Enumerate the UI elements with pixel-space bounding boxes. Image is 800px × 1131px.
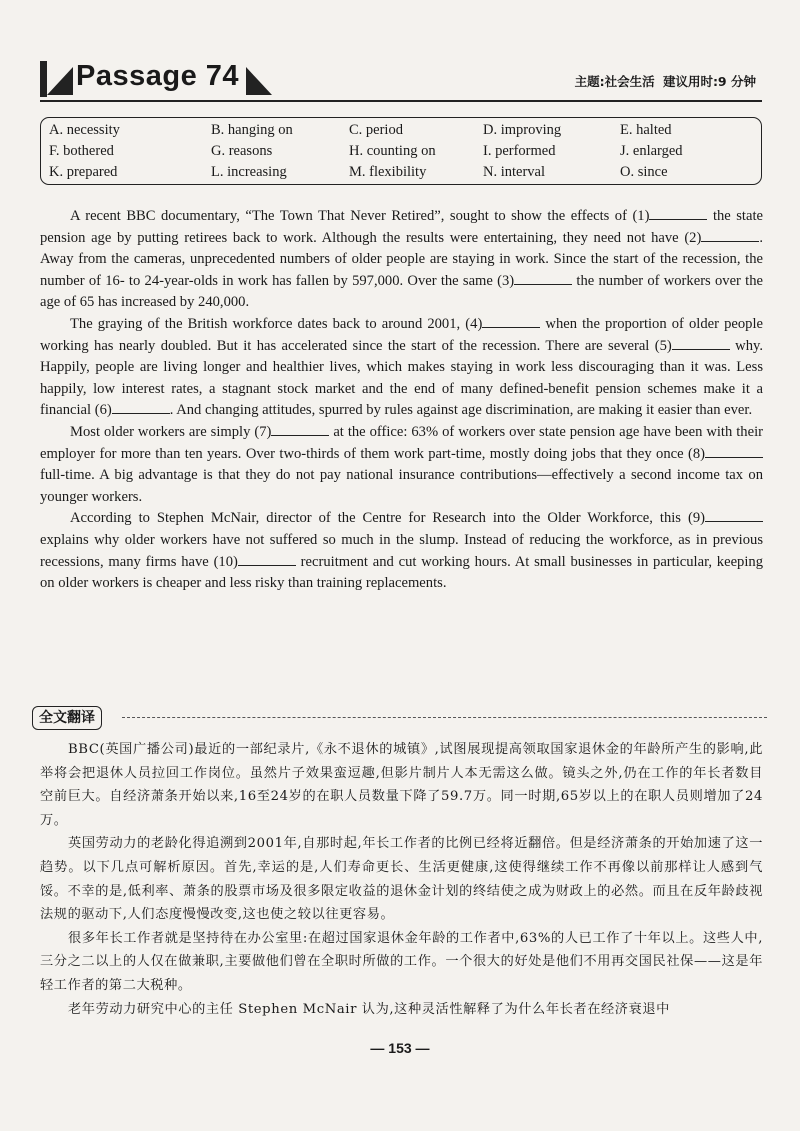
word-bank — [40, 117, 762, 185]
blank-line — [705, 445, 763, 458]
blank-number: (5) — [654, 337, 672, 354]
translation-header — [32, 706, 767, 730]
text-run: recruitment and cut working hours. At small businesses in particular, keeping on older workers is cheaper and less risky than training replacements. — [40, 553, 763, 592]
text-run: explains why older workers have not suffered so much in the slump. Instead of reducing the workforce, as in previous recessions, many firms have — [40, 531, 763, 570]
text-run: the number of workers over the age of 65 has increased by 240,000. — [40, 272, 763, 311]
word-option: M. flexibility — [349, 164, 427, 180]
blank-number: (2) — [684, 229, 702, 246]
word-option: I. performed — [483, 143, 556, 159]
blank-number: (8) — [687, 445, 705, 462]
word-option: F. bothered — [49, 143, 114, 159]
text-run: full-time. A big advantage is that they do not pay national insurance contributions—effectively a second income tax on younger workers. — [40, 467, 763, 505]
word-option: B. hanging on — [211, 122, 293, 138]
blank-line — [112, 401, 170, 414]
translation-paragraph: BBC(英国广播公司)最近的一部纪录片,《永不退休的城镇》,试图展现提高领取国家退休金的年龄所产生的影响,此举将会把退休人员拉回工作岗位。虽然片子效果蛮逗趣,但影片制片人本无需这么做。镜头之外,仍在工作的年长者数目空前巨大。自经济萧条开始以来,16至24岁的在职人员数量下降了59.7万。同一时期,65岁以上的在职人员则增加了24万。 — [40, 742, 763, 828]
blank-number: (9) — [687, 510, 705, 527]
blank-number: (1) — [632, 208, 650, 224]
translation-paragraph: 英国劳动力的老龄化得追溯到2001年,自那时起,年长工作者的比例已经将近翻倍。但是经济萧条的开始加速了这一趋势。以下几点可解析原因。首先,幸运的是,人们寿命更长、生活更健康,这使得继续工作不再像以前那样让人感到气馁。不幸的是,低利率、萧条的股票市场及很多限定收益的退休金计划的终结使之成为财政上的必然。而且在反年龄歧视法规的驱动下,人们态度慢慢改变,这也使之较以往更容易。 — [40, 836, 763, 923]
passage-title: Passage 74 — [76, 60, 240, 92]
text-run: . And changing attitudes, spurred by rules against age discrimination, are making it easier than ever. — [169, 402, 753, 419]
word-option: J. enlarged — [620, 143, 683, 159]
text-run: Most older workers are simply — [70, 423, 255, 440]
blank-number: (10) — [213, 553, 238, 570]
blank-line — [514, 272, 572, 285]
text-run: the state pension age by putting retirees back to work. Although the results were entertaining, they need not have — [40, 208, 763, 246]
blank-number: (3) — [497, 272, 515, 289]
translation-paragraph: 老年劳动力研究中心的主任 Stephen McNair 认为,这种灵活性解释了为什么年长者在经济衰退中 — [68, 1001, 670, 1017]
word-option: G. reasons — [211, 143, 273, 159]
word-option: D. improving — [483, 122, 562, 138]
passage-header — [40, 58, 762, 102]
blank-line — [705, 509, 763, 522]
blank-number: (6) — [94, 402, 112, 419]
text-run: A recent BBC documentary, “The Town That Never Retired”, sought to show the effects of — [70, 208, 633, 224]
topic-label: 主题:社会生活 — [574, 74, 655, 89]
passage-paragraph — [40, 206, 763, 314]
text-run: . Away from the cameras, unprecedented numbers of older people are staying in work. Since the start of the recession, the number of 16- to 24-year-olds in work has fallen by 597,000. Over the same — [40, 229, 763, 289]
blank-line — [482, 315, 540, 328]
passage-paragraph — [40, 314, 763, 422]
word-option: O. since — [620, 164, 668, 180]
translation-body — [40, 738, 763, 1021]
word-option: N. interval — [483, 164, 546, 180]
translation-paragraph: 很多年长工作者就是坚持待在办公室里:在超过国家退休金年龄的工作者中,63%的人已工作了十年以上。这些人中,三分之二以上的人仅在做兼职,主要做他们曾在全职时所做的工作。一个很大的好处是他们不用再交国民社保——这是年轻工作者的第二大税种。 — [40, 930, 763, 993]
dashed-divider — [122, 717, 767, 718]
text-run: at the office: 63% of workers over state pension age have been with their employer for more than ten years. Over two-thirds of them work part-time, mostly doing jobs that they once — [40, 423, 763, 462]
page-number: — 153 — — [370, 1040, 430, 1056]
blank-line — [238, 553, 296, 566]
translation-heading: 全文翻译 — [32, 706, 102, 730]
blank-number: (7) — [254, 423, 272, 440]
time-label: 建议用时:9 分钟 — [662, 74, 756, 89]
text-run: when the proportion of older people working has nearly doubled. But it has accelerated since the start of the recession. There are several — [40, 315, 763, 354]
passage-paragraph — [40, 422, 763, 508]
blank-line — [701, 229, 759, 242]
text-run: According to Stephen McNair, director of the Centre for Research into the Older Workforce, this — [70, 510, 688, 527]
blank-line — [672, 337, 730, 350]
word-option: C. period — [349, 122, 403, 138]
word-option: A. necessity — [49, 122, 120, 138]
triangle-right-icon — [246, 67, 272, 95]
word-option: L. increasing — [211, 164, 287, 180]
word-option: E. halted — [620, 122, 672, 138]
passage-paragraph — [40, 508, 763, 594]
passage-body — [40, 206, 763, 595]
triangle-left-icon — [47, 67, 73, 95]
passage-meta — [571, 72, 756, 90]
blank-line — [271, 423, 329, 436]
text-run: why. Happily, people are living longer and healthier lives, which makes staying in work less discouraging than it was. Less happily, low interest rates, a stagnant stock market and the end of many defined-benefit pension schemes make it a financial — [40, 337, 763, 419]
text-run: The graying of the British workforce dates back to around 2001, — [70, 315, 466, 332]
header-bar — [40, 61, 47, 97]
blank-line — [649, 207, 707, 220]
word-option: H. counting on — [349, 143, 436, 159]
word-option: K. prepared — [49, 164, 118, 180]
blank-number: (4) — [465, 315, 483, 332]
